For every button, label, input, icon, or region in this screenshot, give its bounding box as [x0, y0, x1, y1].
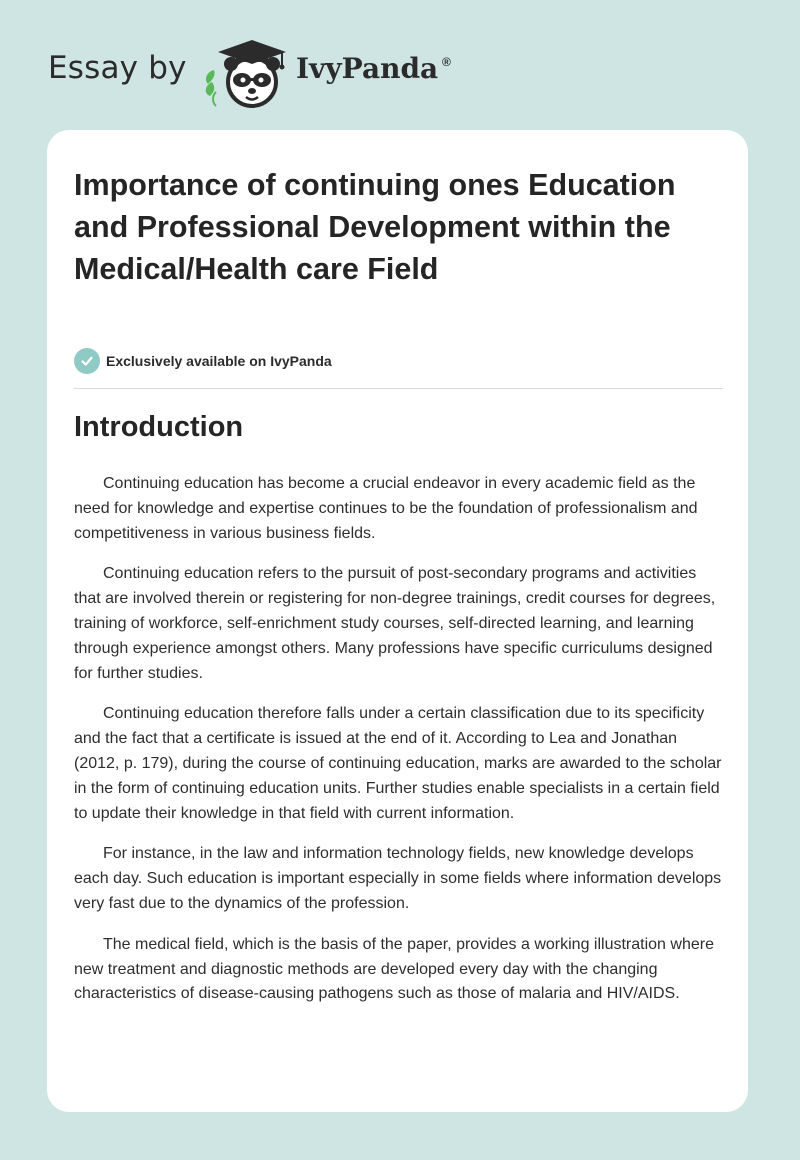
- essay-by-label: Essay by: [48, 50, 187, 86]
- essay-body: [74, 472, 726, 1023]
- paragraph: Continuing education therefore falls under a certain classification due to its specificity and the fact that a certificate is issued at the end of it. According to Lea and Jonathan (2012, p. 179), during the course of continuing education, marks are awarded to the scholar in the form of continuing education units. Further studies enable specialists in a certain field to update their knowledge in that field with current information.: [74, 705, 722, 822]
- paragraph: For instance, in the law and information technology fields, new knowledge develops each day. Such education is important especially in some fields where information develops very fast due to the dynamics of the profession.: [74, 845, 722, 912]
- exclusive-badge: [74, 348, 332, 374]
- section-heading: Introduction: [74, 411, 244, 443]
- essay-card: [47, 130, 748, 1112]
- panda-graduation-cap-icon: [202, 36, 294, 110]
- paragraph: The medical field, which is the basis of the paper, provides a working illustration where new treatment and diagnostic methods are developed every day with the changing characteristics of disease-causing pathogens such as those of malaria and HIV/AIDS.: [74, 935, 714, 1003]
- registered-mark: ®: [442, 55, 451, 69]
- checkmark-icon: [74, 348, 100, 374]
- site-header: [0, 0, 800, 130]
- essay-title: Importance of continuing ones Education and Professional Development within the Medical/Health care Field: [74, 168, 676, 286]
- badge-text: Exclusively available on IvyPanda: [106, 353, 332, 369]
- divider: [74, 388, 723, 389]
- ivy-leaf-icon: [206, 70, 216, 106]
- paragraph: Continuing education refers to the pursuit of post-secondary programs and activities that are involved therein or registering for non-degree trainings, credit courses for degrees, training of workforce, self-enrichment study courses, self-directed learning, and learning through experience amongst others. Many professions have specific curriculums designed for further studies.: [74, 565, 716, 682]
- paragraph: Continuing education has become a crucial endeavor in every academic field as the need for knowledge and expertise continues to be the foundation of professionalism and competitiveness in various business fields.: [74, 475, 698, 542]
- brand-name[interactable]: IvyPanda: [296, 52, 439, 85]
- ivypanda-logo[interactable]: [202, 36, 294, 110]
